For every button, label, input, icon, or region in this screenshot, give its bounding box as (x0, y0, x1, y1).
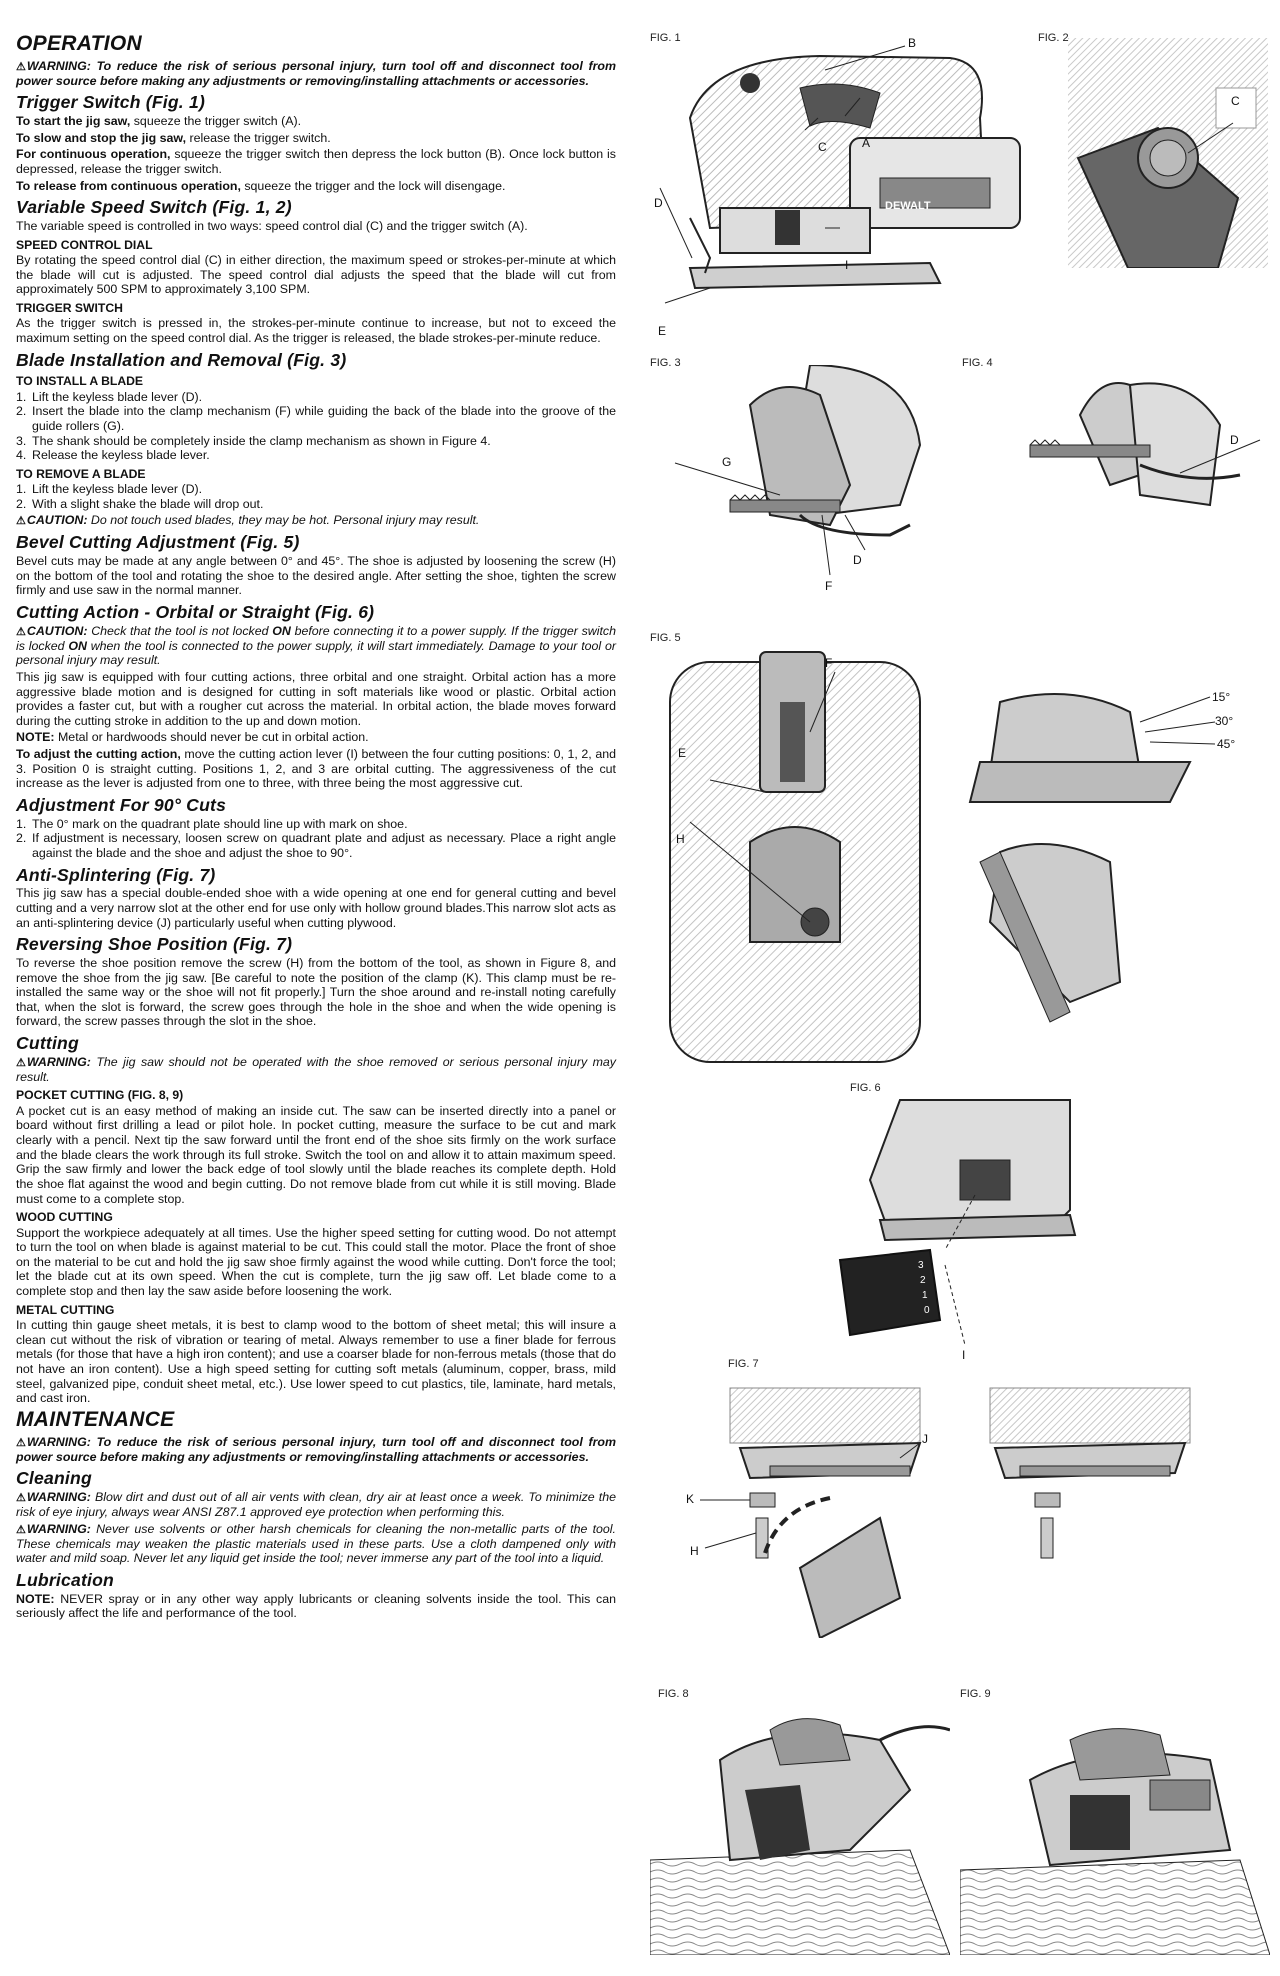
list-item: 2. If adjustment is necessary, loosen screw on quadrant plate and adjust as necessary. Place a right angle against the blade and the shoe and adjust the shoe to 90°. (16, 831, 616, 860)
cutting-warning: ⚠WARNING: The jig saw should not be operated with the shoe removed or serious personal injury may result. (16, 1054, 616, 1084)
speed-dial-text: By rotating the speed control dial (C) in either direction, the maximum speed or strokes-per-minute at which the blade will cut is adjusted. The speed control dial adjusts the speed that the blade will cut from approximately 500 SPM to approximately 3,100 SPM. (16, 253, 616, 297)
lever-position-2: 2 (920, 1275, 926, 1286)
figure-3-blade-install (650, 357, 930, 605)
figure-5-bevel-adjust (650, 632, 1260, 1072)
callout-c: C (818, 140, 827, 154)
trigger-line-1: To start the jig saw, squeeze the trigger switch (A). (16, 114, 302, 129)
figure-6-cutting-action (810, 1082, 1090, 1370)
cleaning-heading: Cleaning (16, 1468, 92, 1489)
list-item: 2. With a slight shake the blade will drop out. (16, 496, 264, 511)
angle-15: 15° (1212, 690, 1231, 704)
warning-icon: ⚠ (16, 60, 26, 73)
caution-icon: ⚠ (16, 515, 26, 528)
speed-dial-subheading: SPEED CONTROL DIAL (16, 237, 153, 252)
warning-icon: ⚠ (16, 1436, 26, 1449)
wood-cutting-text: Support the workpiece adequately at all times. Use the higher speed setting for cutting wood. Do not attempt to turn the tool on when blade is against material to be cut. This could stall the motor. Place the front of shoe on the material to be cut and hold the jig saw shoe firmly against the wood while cutting. Don't force the tool; let the blade cut at its own speed. When the cut is complete, turn the jig saw off. Let blade come to a complete stop and then lay the saw aside before loosening the work. (16, 1225, 616, 1299)
fig1-label: FIG. 1 (650, 32, 681, 44)
callout-d: D (1230, 433, 1239, 447)
cutting-action-caution: ⚠CAUTION: Check that the tool is not locked ON before connecting it to a power supply. If the trigger switch is locked ON when the tool is connected to the power supply, it will start immediately. Damage to your tool or personal injury may result. (16, 623, 617, 668)
reversing-shoe-illustration (680, 1368, 1270, 1638)
list-item: 1. Lift the keyless blade lever (D). (16, 389, 203, 404)
trigger-switch-text: As the trigger switch is pressed in, the strokes-per-minute continue to increase, but not to exceed the maximum setting on the speed control dial. As the trigger is released, the blade strokes-per-minute reduce. (16, 316, 616, 345)
trigger-line-3: For continuous operation, squeeze the trigger switch then depress the lock button (B). Once lock button is depressed, release the trigger switch. (16, 147, 616, 176)
reversing-text: To reverse the shoe position remove the screw (H) from the bottom of the tool, as shown in Figure 8, and remove the shoe from the jig saw. [Be careful to note the position of the clamp (K). This clamp must be re-installed the same way or the shoe will not fit properly.] Turn the shoe around and re-install noting carefully that, when the slot is forward, the screw goes through the hole in the shoe and when the wide opening is forward, the screw passes through the slot in the shoe. (16, 955, 616, 1029)
callout-f: F (825, 579, 833, 593)
adjust90-list (16, 817, 616, 861)
wood-cutting-subheading: WOOD CUTTING (16, 1210, 113, 1225)
lever-position-0: 0 (924, 1305, 930, 1316)
angle-45: 45° (1217, 737, 1236, 751)
adjust90-heading: Adjustment For 90° Cuts (16, 794, 227, 815)
operation-heading: OPERATION (16, 32, 142, 55)
antisplinter-heading: Anti-Splintering (Fig. 7) (16, 864, 216, 885)
blade-install-illustration (650, 365, 930, 605)
callout-c: C (1231, 94, 1240, 108)
maintenance-heading: MAINTENANCE (16, 1407, 175, 1431)
warning-icon: ⚠ (16, 1491, 26, 1504)
callout-b: B (908, 36, 917, 50)
list-item: 3. The shank should be completely inside the clamp mechanism as shown in Figure 4. (16, 433, 491, 448)
caution-icon: ⚠ (16, 625, 26, 638)
fig5-label: FIG. 5 (650, 632, 681, 644)
antisplinter-text: This jig saw has a special double-ended shoe with a wide opening at one end for general cutting and bevel cutting and a very narrow slot at the other end for use only with hollow ground blades.This narrow slot acts as an anti-splintering device (J) particularly useful when cutting plywood. (16, 886, 616, 930)
cutting-action-adjust: To adjust the cutting action, move the cutting action lever (I) between the four cutting positions: 0, 1, 2, and 3. Position 0 is straight cutting. Positions 1, 2, and 3 are orbital cutting. The aggressiveness of the cut increase as the lever is adjusted from one to three, with three being the most aggressive cut. (16, 747, 616, 791)
list-item: 1. Lift the keyless blade lever (D). (16, 482, 203, 497)
figure-2-speed-dial (1038, 32, 1268, 268)
callout-g: G (722, 455, 732, 469)
trigger-switch-subheading: TRIGGER SWITCH (16, 300, 123, 315)
blade-seated-illustration (990, 365, 1270, 565)
figure-7-reversing-shoe (680, 1358, 1270, 1638)
cutting-heading: Cutting (16, 1033, 79, 1054)
fig4-label: FIG. 4 (962, 357, 993, 369)
callout-e: E (678, 746, 687, 760)
remove-blade-list (16, 482, 616, 511)
cleaning-warning-1: ⚠WARNING: Blow dirt and dust out of all air vents with clean, dry air at least once a week. To minimize the risk of eye injury, always wear ANSI Z87.1 approved eye protection when performing this. (16, 1489, 616, 1519)
callout-j: J (922, 1432, 928, 1446)
install-blade-list (16, 390, 616, 463)
callout-h: H (690, 1544, 699, 1558)
text-column (16, 30, 616, 1623)
reversing-heading: Reversing Shoe Position (Fig. 7) (16, 934, 293, 955)
callout-i: I (845, 258, 849, 272)
cutting-action-note: NOTE: Metal or hardwoods should never be cut in orbital action. (16, 730, 369, 745)
callout-d: D (853, 553, 862, 567)
list-item: 1. The 0° mark on the quadrant plate should line up with mark on shoe. (16, 816, 408, 831)
pocket-cut-finish-illustration (960, 1700, 1270, 1955)
variable-speed-intro: The variable speed is controlled in two ways: speed control dial (C) and the trigger switch (A). (16, 218, 528, 233)
cutting-action-illustration (810, 1090, 1090, 1370)
operation-warning: ⚠WARNING: To reduce the risk of serious personal injury, turn tool off and disconnect tool from power source before making any adjustments or removing/installing attachments or accessories. (16, 58, 616, 88)
list-item: 4. Release the keyless blade lever. (16, 448, 210, 463)
remove-blade-subheading: TO REMOVE A BLADE (16, 466, 146, 481)
maintenance-warning: ⚠WARNING: To reduce the risk of serious personal injury, turn tool off and disconnect tool from power source before making any adjustments or removing/installing attachments or accessories. (16, 1434, 616, 1464)
speed-dial-illustration (1068, 38, 1268, 268)
callout-e: E (658, 324, 667, 338)
fig7-label: FIG. 7 (728, 1358, 759, 1370)
lever-position-1: 1 (922, 1290, 928, 1301)
fig8-label: FIG. 8 (658, 1688, 689, 1700)
callout-h: H (676, 832, 685, 846)
pocket-cutting-text: A pocket cut is an easy method of making an inside cut. The saw can be inserted directly into a panel or board without first drilling a lead or pilot hole. In pocket cutting, measure the surface to be cut and mark clearly with a pencil. Next tip the saw forward until the front end of the shoe sits firmly on the work surface and the blade clears the work through its full stroke. Switch the tool on and allow it to attain maximum speed. Grip the saw firmly and lower the back edge of tool slowly until the blade reaches its complete depth. Hold the shoe flat against the wood and begin cutting. Do not remove blade from cut while it is still moving. Blade must come to a complete stop. (16, 1103, 616, 1206)
angle-30: 30° (1215, 714, 1234, 728)
lubrication-heading: Lubrication (16, 1569, 114, 1590)
install-blade-subheading: TO INSTALL A BLADE (16, 374, 144, 389)
callout-k: K (686, 1492, 695, 1506)
blade-heading: Blade Installation and Removal (Fig. 3) (16, 349, 347, 370)
cutting-action-text: This jig saw is equipped with four cutting actions, three orbital and one straight. Orbital action has a more aggressive blade motion and is designed for cutting in soft materials like wood or plastic. Orbital action provides a faster cut, but with a rougher cut across the material. In orbital action, the blade moves forward during the cutting stroke in addition to the up and down motion. (16, 669, 616, 728)
bevel-heading: Bevel Cutting Adjustment (Fig. 5) (16, 532, 300, 553)
pocket-cut-start-illustration (650, 1700, 950, 1955)
cutting-action-heading: Cutting Action - Orbital or Straight (Fig. 6) (16, 602, 375, 623)
callout-i: I (962, 1348, 966, 1362)
bevel-adjust-illustration (650, 642, 1260, 1072)
bevel-text: Bevel cuts may be made at any angle between 0° and 45°. The shoe is adjusted by loosening the screw (H) on the bottom of the tool and rotating the shoe to the desired angle. After setting the shoe, tighten the screw firmly and use saw in the normal manner. (16, 554, 616, 598)
lubrication-note: NOTE: NEVER spray or in any other way apply lubricants or cleaning solvents inside the tool. This can seriously affect the life and performance of the tool. (16, 1591, 616, 1621)
callout-a: A (862, 136, 871, 150)
trigger-line-4: To release from continuous operation, squeeze the trigger and the lock will disengage. (16, 178, 506, 193)
callout-d: D (654, 196, 663, 210)
warning-icon: ⚠ (16, 1523, 26, 1536)
warning-icon: ⚠ (16, 1056, 26, 1069)
blade-caution: ⚠CAUTION: Do not touch used blades, they may be hot. Personal injury may result. (16, 513, 480, 528)
metal-cutting-subheading: METAL CUTTING (16, 1302, 115, 1317)
cleaning-warning-2: ⚠WARNING: Never use solvents or other harsh chemicals for cleaning the non-metallic parts of the tool. These chemicals may weaken the plastic materials used in these parts. Use a cloth dampened only with water and mild soap. Never let any liquid get inside the tool; never immerse any part of the tool into a liquid. (16, 1521, 616, 1566)
brand-logo: DEWALT (885, 200, 931, 212)
trigger-line-2: To slow and stop the jig saw, release the trigger switch. (16, 130, 331, 145)
variable-speed-heading: Variable Speed Switch (Fig. 1, 2) (16, 197, 292, 218)
jig-saw-illustration (650, 38, 1060, 348)
figure-9-pocket-cut-finish (960, 1688, 1270, 1955)
list-item: 2. Insert the blade into the clamp mechanism (F) while guiding the back of the blade into the groove of the guide rollers (G). (16, 404, 616, 433)
fig9-label: FIG. 9 (960, 1688, 991, 1700)
figure-8-pocket-cut-start (650, 1688, 950, 1955)
fig3-label: FIG. 3 (650, 357, 681, 369)
fig2-label: FIG. 2 (1038, 32, 1069, 44)
fig6-label: FIG. 6 (850, 1082, 881, 1094)
lever-position-3: 3 (918, 1260, 924, 1271)
callout-f: F (825, 656, 833, 670)
trigger-heading: Trigger Switch (Fig. 1) (16, 92, 206, 113)
pocket-cutting-subheading: POCKET CUTTING (FIG. 8, 9) (16, 1088, 184, 1103)
figure-4-blade-seated (962, 357, 1270, 565)
metal-cutting-text: In cutting thin gauge sheet metals, it is best to clamp wood to the bottom of sheet metal; this will insure a clean cut without the risk of vibration or tearing of metal. Always remember to use a finer blade for ferrous metals (for those that have a high iron content); and use a coarser blade for non-ferrous metals (those that do not have an iron content). Use a high speed setting for cutting soft metals (aluminum, copper, brass, mild steel, galvanized pipe, conduit sheet metal, etc.). Use lower speed to cut plastics, tile, laminate, hard metals, and cast iron. (16, 1318, 616, 1406)
